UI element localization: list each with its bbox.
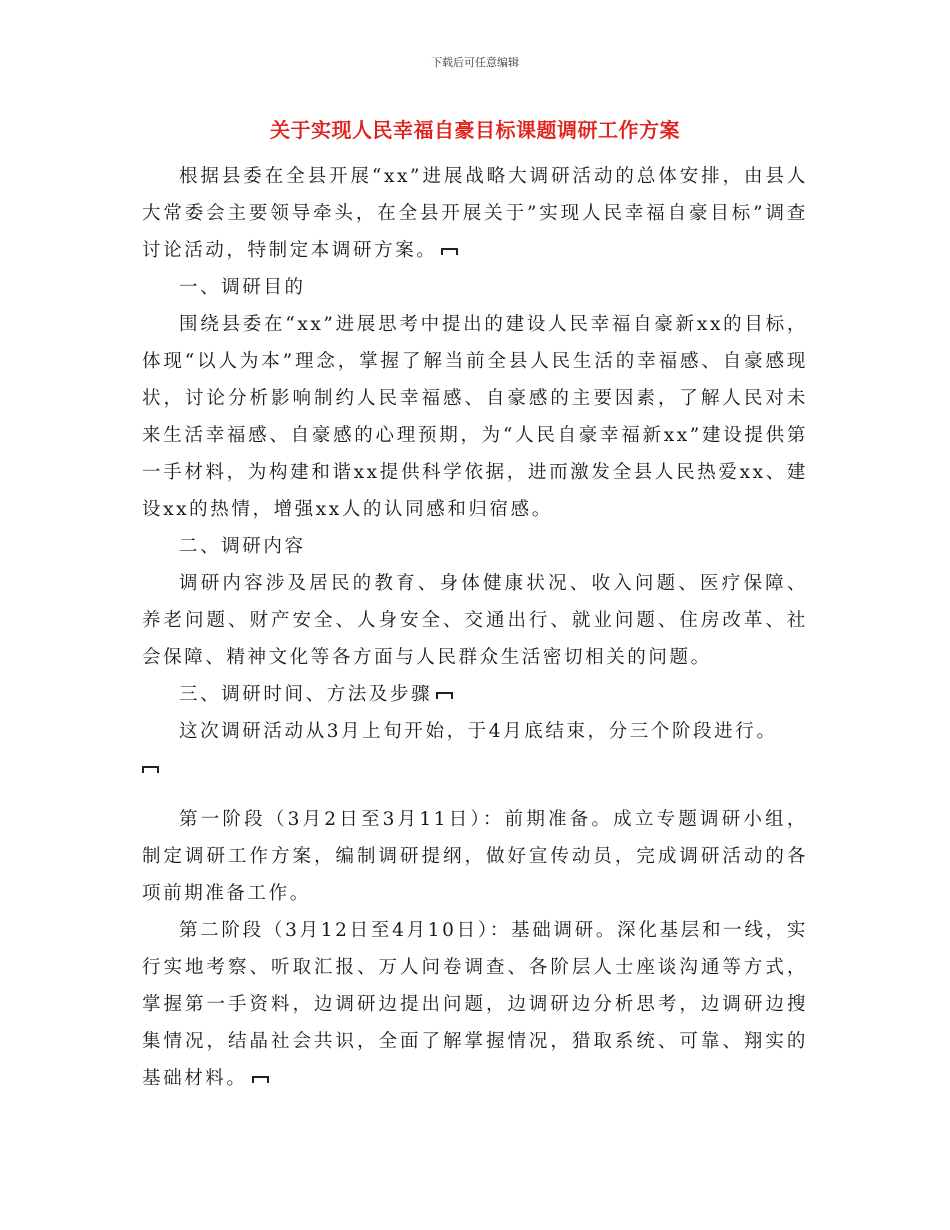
paragraph-mark-icon xyxy=(252,1076,269,1083)
document-body xyxy=(142,158,808,1097)
paragraph-text: 三、调研时间、方法及步骤 xyxy=(179,684,433,705)
paragraph-phase-one: 第一阶段（3月2日至3月11日）：前期准备。成立专题调研小组，制定调研工作方案，编制调研提纲，做好宣传动员，完成调研活动的各项前期准备工作。 xyxy=(142,809,808,904)
paragraph-mark-icon xyxy=(436,692,453,699)
paragraph-text: 第二阶段（3月12日至4月10日）：基础调研。深化基层和一线，实行实地考察、听取汇报、万人问卷调查、各阶层人士座谈沟通等方式，掌握第一手资料，边调研边提出问题，边调研边分析思考，边调研边搜集情况，结晶社会共识，全面了解掌握情况，猎取系统、可靠、翔实的基础材料。 xyxy=(142,920,808,1089)
paragraph-phase-two xyxy=(142,912,808,1097)
paragraph-mark-icon xyxy=(441,248,458,255)
section-heading-content: 二、调研内容 xyxy=(179,536,306,557)
paragraph-mark-line xyxy=(142,750,808,787)
paragraph-content: 调研内容涉及居民的教育、身体健康状况、收入问题、医疗保障、养老问题、财产安全、人身安全、交通出行、就业问题、住房改革、社会保障、精神文化等各方面与人民群众生活密切相关的问题。 xyxy=(142,573,808,668)
document-title: 关于实现人民幸福自豪目标课题调研工作方案 xyxy=(270,118,680,142)
paragraph-text: 根据县委在全县开展“xx”进展战略大调研活动的总体安排，由县人大常委会主要领导牵头，在全县开展关于”实现人民幸福自豪目标”调查讨论活动，特制定本调研方案。 xyxy=(142,166,808,261)
page-header-note: 下载后可任意编辑 xyxy=(431,56,519,69)
section-heading-purpose: 一、调研目的 xyxy=(179,277,306,298)
paragraph-purpose: 围绕县委在“xx”进展思考中提出的建设人民幸福自豪新xx的目标，体现“以人为本”理念，掌握了解当前全县人民生活的幸福感、自豪感现状，讨论分析影响制约人民幸福感、自豪感的主要因素，了解人民对未来生活幸福感、自豪感的心理预期，为“人民自豪幸福新xx”建设提供第一手材料，为构建和谐xx提供科学依据，进而激发全县人民热爱xx、建设xx的热情，增强xx人的认同感和归宿感。 xyxy=(142,314,808,520)
paragraph-mark-icon xyxy=(142,766,159,773)
section-heading-schedule xyxy=(142,676,808,713)
paragraph-gap xyxy=(142,787,808,801)
paragraph-intro xyxy=(142,158,808,269)
paragraph-schedule: 这次调研活动从3月上旬开始，于4月底结束，分三个阶段进行。 xyxy=(179,721,778,742)
